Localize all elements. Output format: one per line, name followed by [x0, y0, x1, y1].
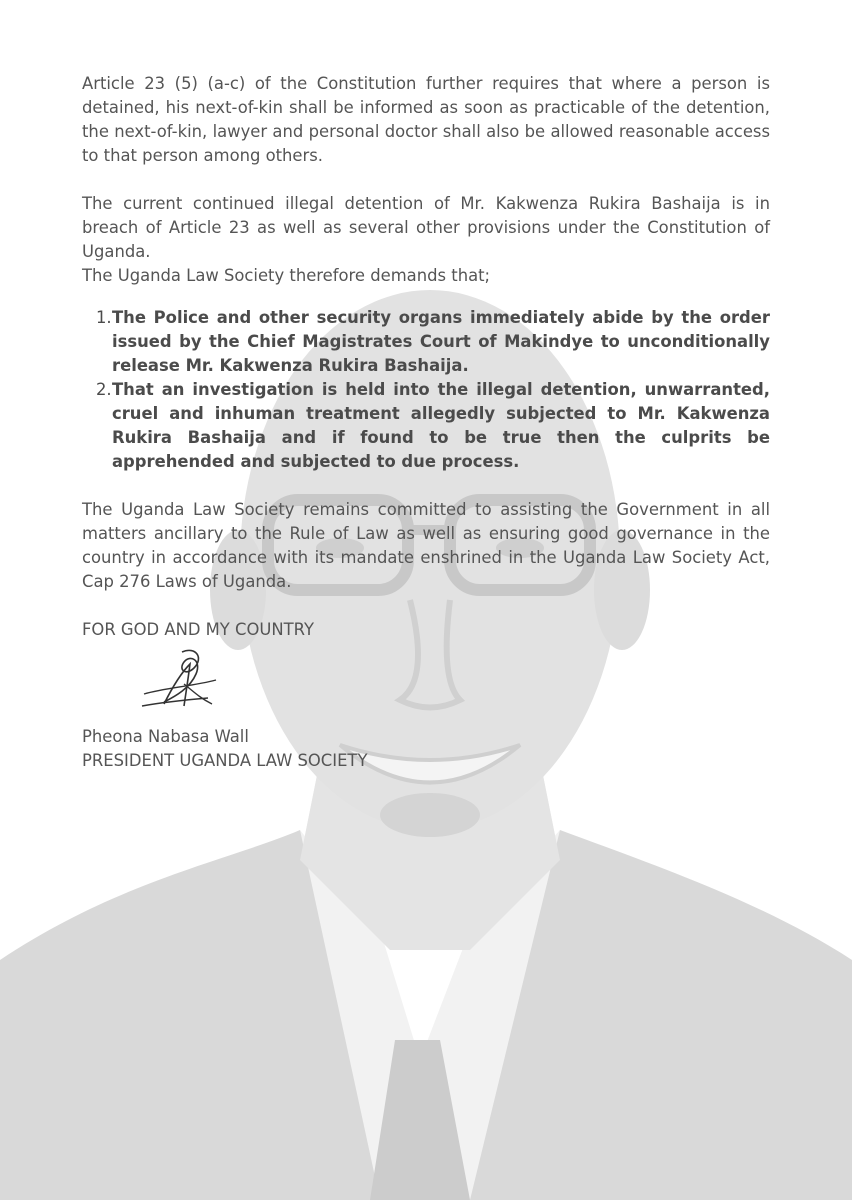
motto: FOR GOD AND MY COUNTRY — [82, 620, 314, 639]
breach-paragraph: The current continued illegal detention of Mr. Kakwenza Rukira Bashaija is in breach of Article 23 as well as several other provisions under the Constitution of Uganda. — [82, 194, 770, 261]
commitment-paragraph: The Uganda Law Society remains committed to assisting the Government in all matters ancillary to the Rule of Law as well as ensuring good governance in the country in accordance with its mandate enshrined in the Uganda Law Society Act, Cap 276 Laws of Uganda. — [82, 500, 770, 591]
demand-item — [82, 306, 770, 378]
signature-image — [124, 644, 254, 712]
signer-name: Pheona Nabasa Wall — [82, 727, 249, 746]
demand-text: That an investigation is held into the illegal detention, unwarranted, cruel and inhuman treatment allegedly subjected to Mr. Kakwenza Rukira Bashaija and if found to be true then the culprits be apprehended and subjected to due process. — [112, 380, 770, 471]
letter-body — [82, 72, 770, 773]
signer-title: PRESIDENT UGANDA LAW SOCIETY — [82, 751, 368, 770]
demands-list — [82, 306, 770, 474]
demands-intro: The Uganda Law Society therefore demands that; — [82, 266, 491, 285]
demand-item — [82, 378, 770, 474]
demand-number: 1. — [96, 308, 112, 327]
demand-number: 2. — [96, 380, 112, 399]
article-paragraph: Article 23 (5) (a-c) of the Constitution further requires that where a person is detained, his next-of-kin shall be informed as soon as practicable of the detention, the next-of-kin, lawyer and personal doctor shall also be allowed reasonable access to that person among others. — [82, 74, 770, 165]
demand-text: The Police and other security organs immediately abide by the order issued by the Chief Magistrates Court of Makindye to unconditionally release Mr. Kakwenza Rukira Bashaija. — [112, 308, 770, 375]
